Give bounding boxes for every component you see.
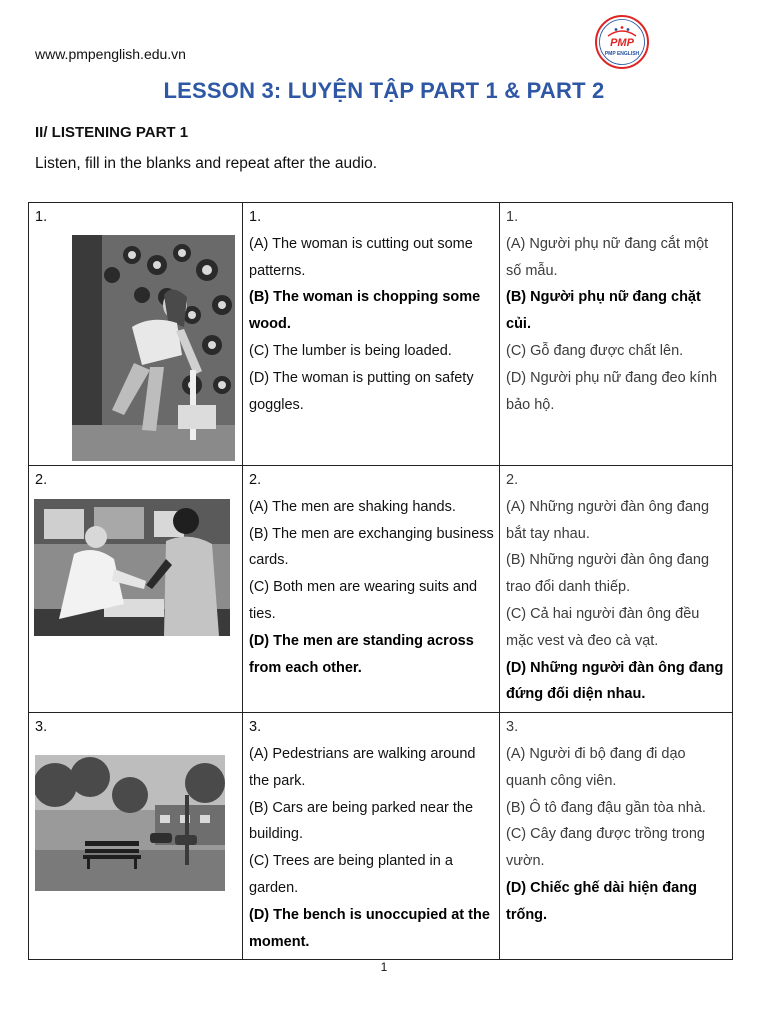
photo-cell (29, 203, 243, 466)
lesson-table (28, 202, 733, 960)
page-number: 1 (380, 960, 388, 974)
question-number: 3. (35, 719, 48, 736)
two-men-talking-photo (34, 499, 230, 636)
question-number: 1. (249, 209, 262, 225)
website-url: www.pmpenglish.edu.vn (35, 46, 186, 62)
option-c-vi: (C) Cả hai người đàn ông đều mặc vest và đeo cà vạt. (506, 605, 700, 649)
english-options-cell (243, 466, 500, 713)
question-row (29, 203, 733, 466)
lesson-title: LESSON 3: LUYỆN TẬP PART 1 & PART 2 (163, 78, 605, 103)
question-number: 1. (506, 209, 519, 225)
option-a-vi: (A) Những người đàn ông đang bắt tay nhau. (506, 498, 710, 542)
english-options-cell (243, 713, 500, 960)
option-d-vi-answer: (D) Chiếc ghế dài hiện đang trống. (506, 879, 697, 923)
option-b: (B) Cars are being parked near the building. (249, 799, 474, 843)
question-row (29, 466, 733, 713)
question-number: 3. (506, 719, 519, 736)
option-a: (A) The men are shaking hands. (249, 498, 456, 515)
option-d-vi: (D) Người phụ nữ đang đeo kính bảo hộ. (506, 369, 718, 413)
question-number: 2. (249, 472, 262, 488)
option-b-vi-answer: (B) Người phụ nữ đang chặt củi. (506, 289, 701, 333)
woman-chopping-wood-photo (72, 235, 235, 461)
option-d-vi-answer: (D) Những người đàn ông đang đứng đối diện nhau. (506, 659, 724, 703)
option-b: (B) The men are exchanging business cards. (249, 525, 494, 569)
question-number: 1. (35, 209, 48, 225)
question-number: 2. (506, 472, 519, 488)
vietnamese-options-cell (500, 713, 733, 960)
logo-caption-text: PMP ENGLISH (604, 51, 640, 57)
instruction-text: Listen, fill in the blanks and repeat after the audio. (35, 155, 378, 172)
option-b-vi: (B) Những người đàn ông đang trao đổi danh thiếp. (506, 552, 710, 596)
question-row (29, 713, 733, 960)
option-c: (C) Both men are wearing suits and ties. (249, 579, 478, 622)
option-c-vi: (C) Cây đang được trồng trong vườn. (506, 826, 705, 870)
option-b-vi: (B) Ô tô đang đậu gần tòa nhà. (506, 799, 706, 816)
option-a-vi: (A) Người đi bộ đang đi dạo quanh công viên. (506, 745, 686, 789)
pmp-english-logo (594, 14, 650, 70)
vietnamese-options-cell (500, 203, 733, 466)
english-options-cell (243, 203, 500, 466)
logo-mark-text: PMP (610, 37, 634, 49)
section-heading: II/ LISTENING PART 1 (35, 124, 189, 141)
park-bench-photo (35, 755, 225, 891)
option-c: (C) Trees are being planted in a garden. (249, 853, 453, 896)
option-c-vi: (C) Gỗ đang được chất lên. (506, 342, 684, 359)
option-d: (D) The woman is putting on safety goggles. (249, 369, 474, 413)
photo-cell (29, 713, 243, 960)
option-a: (A) The woman is cutting out some patterns. (249, 235, 473, 279)
option-b-answer: (B) The woman is chopping some wood. (249, 289, 481, 333)
option-c: (C) The lumber is being loaded. (249, 342, 452, 359)
photo-cell (29, 466, 243, 713)
option-a-vi: (A) Người phụ nữ đang cắt một số mẫu. (506, 235, 709, 279)
option-d-answer: (D) The bench is unoccupied at the moment. (249, 906, 490, 950)
option-d-answer: (D) The men are standing across from each other. (249, 632, 474, 676)
vietnamese-options-cell (500, 466, 733, 713)
question-number: 3. (249, 719, 262, 736)
question-number: 2. (35, 472, 48, 488)
option-a: (A) Pedestrians are walking around the park. (249, 745, 476, 789)
